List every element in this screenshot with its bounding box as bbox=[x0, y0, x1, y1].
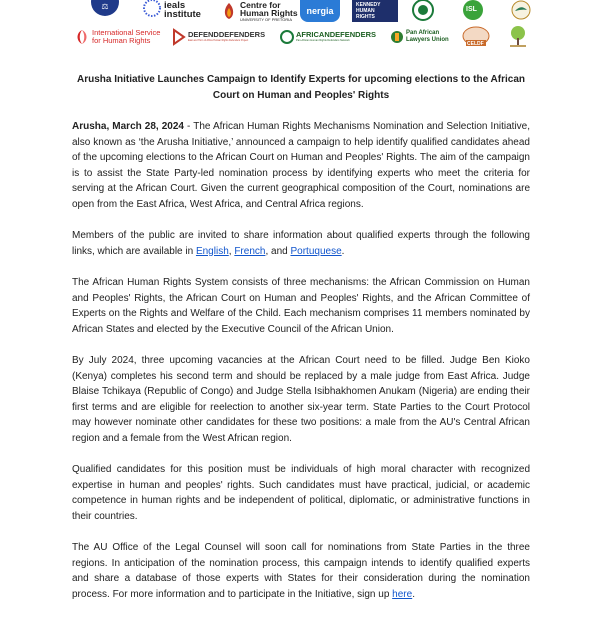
east-africa-law-society-logo bbox=[76, 0, 134, 18]
pala-emblem-icon bbox=[390, 30, 404, 44]
kennedy-text-1: KENNEDY bbox=[356, 2, 381, 8]
centre-text-1: Centre for bbox=[240, 0, 281, 10]
pala-logo bbox=[390, 26, 454, 48]
paragraph-2-text: Members of the public are invited to share information about qualified experts through the following links, which are available in bbox=[72, 230, 530, 257]
dove-emblem-logo bbox=[510, 0, 532, 22]
isl-logo bbox=[462, 0, 484, 22]
africandefenders-subtext: Pan-African Human Rights Defenders Network bbox=[296, 39, 350, 42]
ishr-text-1: International Service bbox=[92, 28, 161, 37]
defend-text: DEFENDDEFENDERS bbox=[188, 30, 266, 39]
paragraph-1 bbox=[72, 119, 530, 212]
green-emblem-logo bbox=[412, 0, 434, 22]
svg-text:⚖: ⚖ bbox=[101, 2, 109, 11]
paragraph-6-end: . bbox=[412, 588, 415, 600]
defenddefenders-logo bbox=[172, 26, 278, 48]
centre-text-2: Human Rights bbox=[240, 7, 298, 18]
ishr-swirl-icon bbox=[74, 28, 90, 46]
tree-icon bbox=[506, 24, 530, 50]
ishr-text-2: for Human Rights bbox=[92, 36, 151, 45]
scales-icon bbox=[76, 0, 134, 18]
kennedy-text-2: HUMAN bbox=[356, 8, 375, 14]
link-english[interactable]: English bbox=[195, 245, 229, 257]
paragraph-2-end: . bbox=[341, 245, 345, 257]
link-french[interactable]: French bbox=[234, 245, 266, 257]
pala-text-2: Lawyers Union bbox=[406, 37, 449, 43]
kennedy-text-3: RIGHTS bbox=[356, 14, 375, 20]
paragraph-4: By July 2024, three upcoming vacancies at the African Court need to be filled. Judge Ben Kioko (Kenya) completes his second term and should be replaced by a male judge from East Africa. Judge Blaise Tchikaya (Republic of Congo) and Judge Stella Isibhakhomen Anukam (Nigeria) are ending their first terms and are eligible for reelection to another six-year term. State Parties to the Court Protocol may however nominate other candidates for these two positions: a male from the AU's Central African region and a female from the West African region. bbox=[72, 355, 530, 444]
celdf-logo bbox=[460, 26, 492, 50]
africandefenders-text: AFRICANDEFENDERS bbox=[296, 30, 377, 39]
separator-2: , and bbox=[265, 245, 291, 257]
dove-icon bbox=[510, 0, 532, 22]
press-release bbox=[72, 72, 530, 618]
centre-text-3: UNIVERSITY OF PRETORIA bbox=[240, 16, 293, 22]
isl-text: ISL bbox=[466, 6, 477, 13]
celdf-text: CELDF bbox=[467, 41, 484, 47]
kennedy-human-rights-logo bbox=[352, 0, 398, 22]
africandefenders-logo bbox=[280, 26, 390, 48]
pala-text-1: Pan African bbox=[406, 30, 440, 36]
flame-icon bbox=[220, 1, 238, 21]
dotted-circle-icon bbox=[142, 0, 164, 20]
ieals-institute-logo bbox=[142, 0, 220, 20]
paragraph-6-text: The AU Office of the Legal Counsel will soon call for nominations from State Parties in the three regions. In anticipation of the nomination process, this campaign intends to identify qualified experts and share a database of those experts with States for their consideration during the nomination process. For more information and to participate in the Initiative, sign up bbox=[72, 542, 530, 600]
link-sign-up-here[interactable]: here bbox=[392, 588, 413, 600]
link-portuguese[interactable]: Portuquese bbox=[290, 245, 342, 257]
defend-mark-icon bbox=[172, 28, 186, 46]
ieals-text: ieals institute bbox=[164, 0, 201, 20]
synergia-text: nergia bbox=[306, 6, 334, 16]
dateline: Arusha, March 28, 2024 bbox=[72, 121, 184, 132]
synergia-logo bbox=[300, 0, 340, 22]
paragraph-3: The African Human Rights System consists of three mechanisms: the African Commission on Human and Peoples' Rights, the African Court on Human and Peoples' Rights, and the African Committee of Experts on the Rights and Welfare of the Child. Each mechanism comprises 11 members nominated by African States and elected by the Executive Council of the African Union. bbox=[72, 277, 530, 335]
defend-subtext: East and Horn of Africa Human Rights Defenders Project bbox=[188, 39, 249, 42]
paragraph-5: Qualified candidates for this position must be individuals of high moral character with recognized expertise in human and peoples' rights. Such candidates must have practical, judicial, or academic competence in human rights and be independent of political, diplomatic, or administrative functions in their countries. bbox=[72, 464, 530, 522]
paragraph-6 bbox=[72, 540, 530, 602]
paragraph-2 bbox=[72, 228, 530, 259]
emblem-icon bbox=[412, 0, 434, 22]
paragraph-1-body: - The African Human Rights Mechanisms Nomination and Selection Initiative, also known as ‘the Arusha Initiative,’ announced a campaign to help identify qualified candidates ahead of the upcoming elections to the African Court on Human and Peoples' Rights. The aim of the campaign is to assist the State Party-led nomination process by identifying experts who meet the criteria for serving at the African Court. Given the current geographical composition of the Court, nominations are open from the East Africa, West Africa, and Central Africa regions. bbox=[72, 121, 530, 210]
africandefenders-mark-icon bbox=[280, 28, 294, 46]
separator-1: , bbox=[228, 245, 235, 257]
tree-emblem-logo bbox=[506, 24, 530, 50]
partner-logos-header bbox=[0, 0, 600, 56]
press-release-title: Arusha Initiative Launches Campaign to Identify Experts for upcoming elections to the African Court on Human and Peoples' Rights bbox=[76, 74, 526, 101]
ishr-logo bbox=[74, 26, 170, 48]
